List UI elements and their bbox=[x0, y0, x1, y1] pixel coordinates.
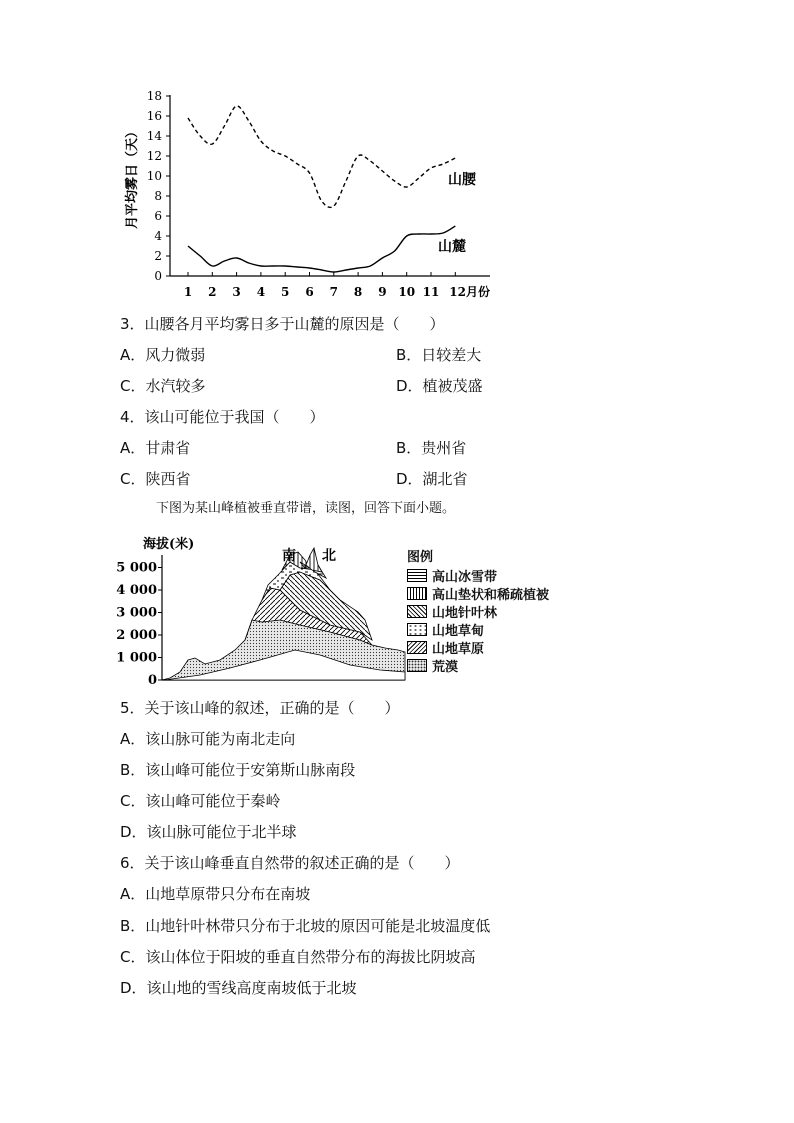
q6-option-c: C．该山体位于阳坡的垂直自然带分布的海拔比阴坡高 bbox=[120, 948, 476, 966]
q4-option-b: B．贵州省 bbox=[396, 439, 467, 457]
x-tick-label: 12月份 bbox=[449, 285, 491, 299]
x-tick-label: 9 bbox=[378, 285, 387, 299]
legend-swatch-conifer bbox=[407, 605, 427, 618]
y-tick-label: 8 bbox=[154, 189, 162, 203]
q6-stem: 6．关于该山峰垂直自然带的叙述正确的是（ ） bbox=[120, 854, 460, 872]
q3-option-b: B．日较差大 bbox=[396, 346, 482, 364]
mountain-y-tick-label: 0 bbox=[147, 673, 157, 688]
mountain-legend bbox=[407, 546, 577, 676]
x-tick-label: 6 bbox=[305, 285, 314, 299]
fog-chart bbox=[120, 85, 520, 305]
label-north: 北 bbox=[322, 548, 336, 564]
mountain-diagram-svg bbox=[116, 530, 410, 690]
q3-stem: 3．山腰各月平均雾日多于山麓的原因是（ ） bbox=[120, 315, 445, 333]
series-line-shanlu bbox=[188, 226, 455, 272]
q5-option-a: A．该山脉可能为南北走向 bbox=[120, 730, 296, 748]
mountain-y-tick-label: 5 000 bbox=[116, 560, 157, 576]
legend-swatch-meadow bbox=[407, 623, 427, 636]
x-tick-label: 10 bbox=[398, 285, 416, 299]
series-label-shanlu: 山麓 bbox=[438, 239, 466, 255]
q4-stem: 4．该山可能位于我国（ ） bbox=[120, 408, 325, 426]
legend-swatch-snow bbox=[407, 569, 427, 582]
q3-option-a: A．风力微弱 bbox=[120, 346, 206, 364]
q6-option-d: D．该山地的雪线高度南坡低于北坡 bbox=[120, 979, 357, 997]
x-tick-label: 1 bbox=[183, 285, 193, 299]
legend-swatch-steppe bbox=[407, 641, 427, 654]
x-tick-label: 7 bbox=[329, 285, 338, 299]
y-tick-label: 6 bbox=[154, 209, 162, 223]
q5-option-c: C．该山峰可能位于秦岭 bbox=[120, 792, 281, 810]
q5-option-b: B．该山峰可能位于安第斯山脉南段 bbox=[120, 761, 356, 779]
y-tick-label: 12 bbox=[146, 149, 162, 163]
y-tick-label: 2 bbox=[154, 249, 162, 263]
x-tick-label: 5 bbox=[281, 285, 290, 299]
mountain-y-tick-label: 3 000 bbox=[116, 605, 157, 621]
q3-option-c: C．水汽较多 bbox=[120, 377, 206, 395]
q5-option-d: D．该山脉可能位于北半球 bbox=[120, 823, 297, 841]
q5-stem: 5．关于该山峰的叙述，正确的是（ ） bbox=[120, 699, 400, 717]
legend-item-snow bbox=[407, 566, 497, 584]
mountain-y-tick-label: 1 000 bbox=[116, 650, 157, 666]
legend-swatch-desert bbox=[407, 659, 427, 672]
legend-swatch-cushion bbox=[407, 587, 427, 600]
legend-label: 高山冰雪带 bbox=[432, 569, 498, 585]
q6-option-b: B．山地针叶林带只分布于北坡的原因可能是北坡温度低 bbox=[120, 917, 491, 935]
mountain-ylabel: 海拔(米) bbox=[143, 537, 195, 552]
x-tick-label: 11 bbox=[422, 285, 440, 299]
y-tick-label: 10 bbox=[146, 169, 162, 183]
x-tick-label: 3 bbox=[232, 285, 241, 299]
x-tick-label: 2 bbox=[208, 285, 217, 299]
q6-option-a: A．山地草原带只分布在南坡 bbox=[120, 885, 311, 903]
legend-item-conifer bbox=[407, 602, 497, 620]
x-tick-label: 8 bbox=[353, 285, 363, 299]
y-tick-label: 4 bbox=[154, 229, 162, 243]
fog-chart-svg bbox=[120, 85, 520, 305]
x-tick-label: 4 bbox=[256, 285, 266, 299]
legend-item-desert bbox=[407, 656, 458, 674]
mountain-y-tick-label: 2 000 bbox=[116, 628, 157, 643]
legend-label: 高山垫状和稀疏植被 bbox=[432, 587, 550, 603]
y-tick-label: 18 bbox=[146, 89, 162, 103]
series-line-shanyao bbox=[188, 106, 455, 207]
fog-chart-ylabel: 月平均雾日（天） bbox=[125, 124, 140, 230]
legend-item-meadow bbox=[407, 620, 484, 638]
legend-label: 荒漠 bbox=[432, 659, 459, 675]
legend-item-cushion bbox=[407, 584, 549, 602]
legend-label: 山地草甸 bbox=[432, 623, 485, 639]
mountain-diagram bbox=[116, 530, 410, 690]
legend-item-steppe bbox=[407, 638, 484, 656]
legend-title: 图例 bbox=[407, 550, 434, 565]
q3-option-d: D．植被茂盛 bbox=[396, 377, 483, 395]
q4-option-d: D．湖北省 bbox=[396, 470, 468, 488]
y-tick-label: 14 bbox=[146, 129, 162, 143]
intro-text: 下图为某山峰植被垂直带谱，读图，回答下面小题。 bbox=[156, 501, 456, 516]
y-tick-label: 0 bbox=[154, 269, 162, 283]
series-label-shanyao: 山腰 bbox=[448, 172, 476, 188]
y-tick-label: 16 bbox=[146, 109, 162, 123]
legend-label: 山地针叶林 bbox=[432, 605, 498, 621]
legend-label: 山地草原 bbox=[432, 641, 485, 657]
label-south: 南 bbox=[282, 548, 296, 564]
q4-option-a: A．甘肃省 bbox=[120, 439, 191, 457]
q4-option-c: C．陕西省 bbox=[120, 470, 191, 488]
mountain-y-tick-label: 4 000 bbox=[116, 583, 157, 598]
